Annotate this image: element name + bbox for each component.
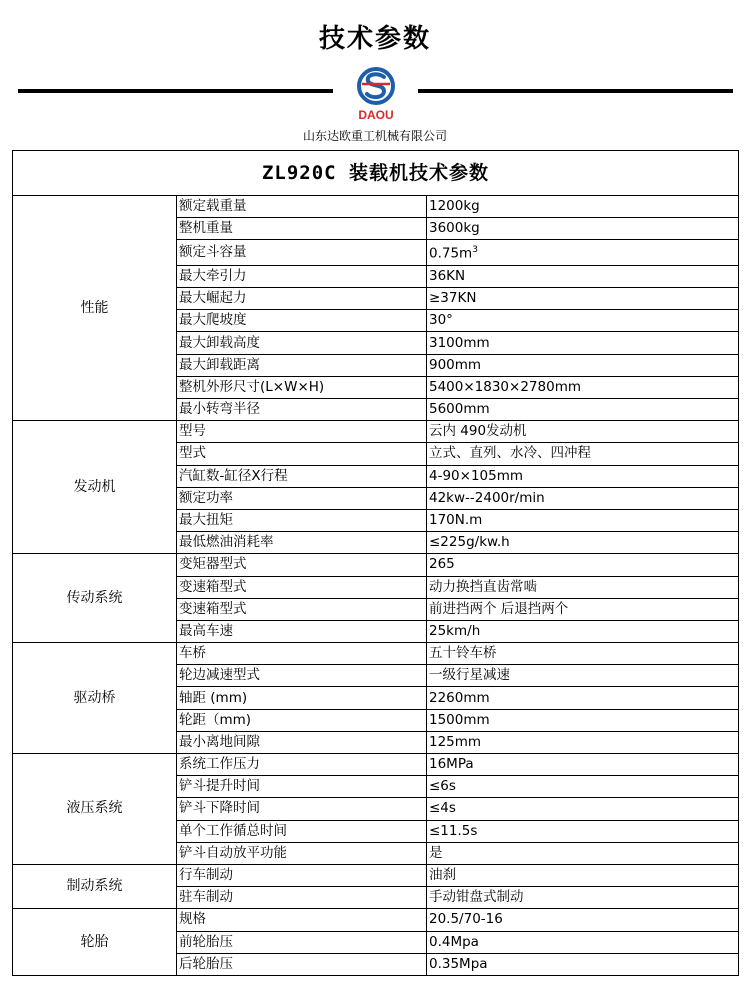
param-value	[427, 288, 739, 310]
param-name: 最低燃油消耗率	[177, 532, 427, 554]
param-value	[427, 576, 739, 598]
param-value-text: 36KN	[429, 267, 466, 284]
param-name: 后轮胎压	[177, 953, 427, 975]
param-value	[427, 554, 739, 576]
param-name: 前轮胎压	[177, 931, 427, 953]
table-row	[13, 864, 739, 886]
param-name: 轮边减速型式	[177, 665, 427, 687]
param-value	[427, 731, 739, 753]
param-name: 单个工作循总时间	[177, 820, 427, 842]
param-value	[427, 265, 739, 287]
param-value-text: 170N.m	[429, 512, 483, 529]
param-name: 最大牵引力	[177, 265, 427, 287]
param-name: 轴距 (mm)	[177, 687, 427, 709]
param-name: 汽缸数-缸径X行程	[177, 465, 427, 487]
param-value	[427, 443, 739, 465]
param-name: 额定功率	[177, 487, 427, 509]
group-label: 轮胎	[13, 909, 177, 976]
param-value	[427, 842, 739, 864]
param-value-text: 3600kg	[429, 220, 480, 237]
param-name: 铲斗提升时间	[177, 776, 427, 798]
table-row	[13, 909, 739, 931]
param-value	[427, 820, 739, 842]
table-title: ZL920C 装载机技术参数	[13, 151, 739, 196]
param-value-text: 30°	[429, 312, 453, 329]
param-name: 变速箱型式	[177, 576, 427, 598]
divider-right	[418, 89, 733, 93]
param-value	[427, 196, 739, 218]
logo-text: DAOU	[358, 108, 394, 122]
param-value	[427, 953, 739, 975]
param-value	[427, 643, 739, 665]
param-value-superscript: 3	[472, 245, 478, 256]
table-row	[13, 754, 739, 776]
table-header-row	[13, 151, 739, 196]
param-value-text: 25km/h	[429, 622, 481, 639]
param-name: 型式	[177, 443, 427, 465]
param-name: 最小离地间隙	[177, 731, 427, 753]
param-value-text: 立式、直列、水冷、四冲程	[429, 445, 591, 462]
param-value	[427, 218, 739, 240]
param-value-text: 1500mm	[429, 711, 490, 728]
param-name: 车桥	[177, 643, 427, 665]
param-value	[427, 399, 739, 421]
param-value	[427, 240, 739, 266]
param-value-text: 5400×1830×2780mm	[429, 378, 581, 395]
param-name: 整机重量	[177, 218, 427, 240]
param-value	[427, 421, 739, 443]
param-value	[427, 798, 739, 820]
param-value-text: 云内 490发动机	[429, 423, 527, 440]
param-value	[427, 376, 739, 398]
param-value	[427, 620, 739, 642]
param-value	[427, 776, 739, 798]
param-value	[427, 598, 739, 620]
param-name: 型号	[177, 421, 427, 443]
param-value-text: 一级行星减速	[429, 667, 510, 684]
param-value-text: 0.75m	[429, 245, 473, 262]
param-value	[427, 909, 739, 931]
param-value	[427, 332, 739, 354]
param-value-text: ≤11.5s	[429, 822, 478, 839]
group-label: 性能	[13, 196, 177, 421]
param-value-text: 0.35Mpa	[429, 955, 488, 972]
param-value-text: 20.5/70-16	[429, 911, 503, 928]
param-value-text: ≥37KN	[429, 290, 477, 307]
param-name: 最大爬坡度	[177, 310, 427, 332]
param-name: 最小转弯半径	[177, 399, 427, 421]
param-name: 行车制动	[177, 864, 427, 886]
param-value-text: 油刹	[429, 867, 456, 884]
divider-left	[18, 89, 333, 93]
param-name: 最高车速	[177, 620, 427, 642]
param-name: 最大崛起力	[177, 288, 427, 310]
table-row	[13, 196, 739, 218]
company-name: 山东达欧重工机械有限公司	[302, 129, 447, 143]
param-value	[427, 354, 739, 376]
param-value	[427, 887, 739, 909]
param-value	[427, 310, 739, 332]
param-name: 变矩器型式	[177, 554, 427, 576]
param-name: 变速箱型式	[177, 598, 427, 620]
company-logo	[348, 66, 404, 124]
param-value-text: 125mm	[429, 733, 482, 750]
param-value	[427, 864, 739, 886]
param-value	[427, 509, 739, 531]
param-value	[427, 465, 739, 487]
param-value-text: ≤225g/kw.h	[429, 534, 510, 551]
param-value-text: 2260mm	[429, 689, 490, 706]
param-name: 铲斗下降时间	[177, 798, 427, 820]
param-value	[427, 532, 739, 554]
group-label: 液压系统	[13, 754, 177, 865]
param-value-text: 前进挡两个 后退挡两个	[429, 600, 569, 617]
group-label: 传动系统	[13, 554, 177, 643]
param-value	[427, 709, 739, 731]
param-name: 驻车制动	[177, 887, 427, 909]
param-name: 整机外形尺寸(L×W×H)	[177, 376, 427, 398]
param-name: 规格	[177, 909, 427, 931]
param-value-text: 16MPa	[429, 756, 474, 773]
param-value-text: 五十铃车桥	[429, 645, 497, 662]
group-label: 制动系统	[13, 864, 177, 908]
param-value-text: 5600mm	[429, 401, 490, 418]
param-name: 额定载重量	[177, 196, 427, 218]
param-value	[427, 665, 739, 687]
group-label: 驱动桥	[13, 643, 177, 754]
group-label: 发动机	[13, 421, 177, 554]
param-name: 轮距（mm)	[177, 709, 427, 731]
param-name: 最大卸载高度	[177, 332, 427, 354]
table-row	[13, 554, 739, 576]
table-row	[13, 643, 739, 665]
param-value	[427, 487, 739, 509]
param-name: 铲斗自动放平功能	[177, 842, 427, 864]
param-value-text: 0.4Mpa	[429, 933, 479, 950]
spec-table	[12, 150, 739, 976]
param-value-text: 动力换挡直齿常啮	[429, 578, 537, 595]
param-value-text: 4-90×105mm	[429, 467, 524, 484]
param-value-text: 手动钳盘式制动	[429, 889, 524, 906]
param-value-text: 是	[429, 844, 443, 861]
param-value-text: 3100mm	[429, 334, 490, 351]
param-value-text: 265	[429, 556, 455, 573]
param-name: 最大卸载距离	[177, 354, 427, 376]
param-value-text: 1200kg	[429, 198, 480, 215]
param-name: 额定斗容量	[177, 240, 427, 266]
param-value	[427, 687, 739, 709]
page-title: 技术参数	[318, 24, 431, 54]
param-value-text: ≤4s	[429, 800, 456, 817]
param-value-text: 900mm	[429, 356, 482, 373]
table-row	[13, 421, 739, 443]
param-value	[427, 931, 739, 953]
param-value-text: ≤6s	[429, 778, 456, 795]
param-value	[427, 754, 739, 776]
param-name: 最大扭矩	[177, 509, 427, 531]
param-name: 系统工作压力	[177, 754, 427, 776]
param-value-text: 42kw--2400r/min	[429, 489, 545, 506]
